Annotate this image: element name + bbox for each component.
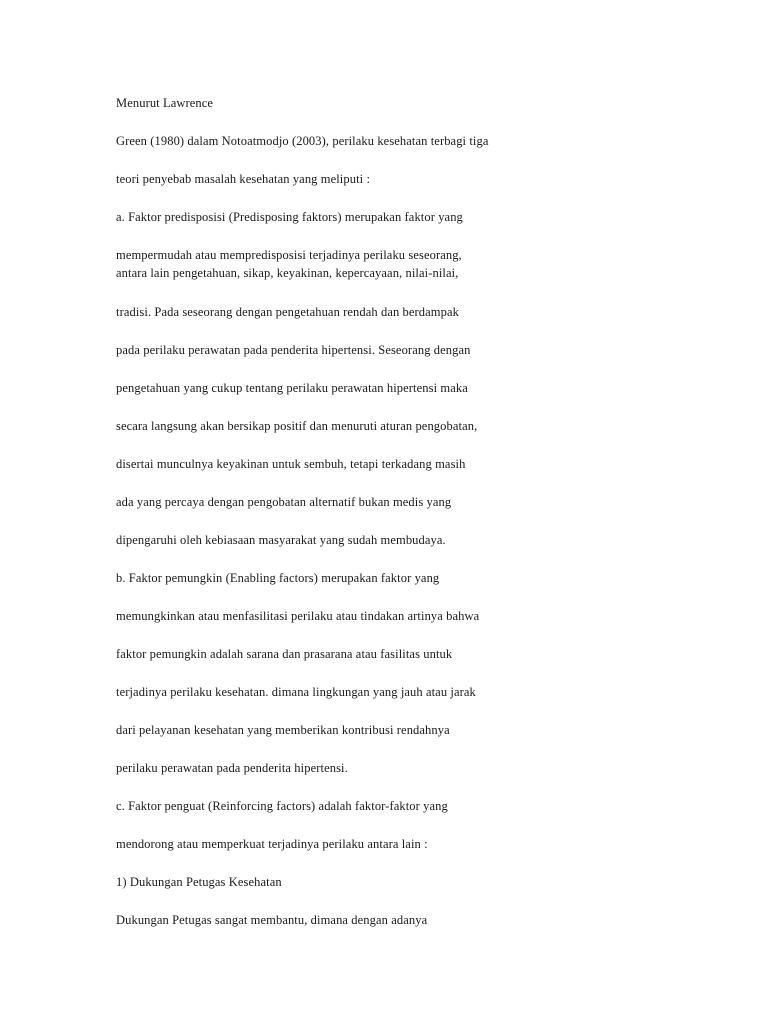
text-line: tradisi. Pada seseorang dengan pengetahuan rendah dan berdampak [116, 305, 459, 319]
text-line: mempermudah atau mempredisposisi terjadinya perilaku seseorang, [116, 248, 462, 262]
text-line: antara lain pengetahuan, sikap, keyakinan, kepercayaan, nilai-nilai, [116, 266, 459, 280]
text-line: Menurut Lawrence [116, 96, 214, 110]
text-line: pengetahuan yang cukup tentang perilaku perawatan hipertensi maka [116, 381, 468, 395]
text-line: b. Faktor pemungkin (Enabling factors) merupakan faktor yang [116, 571, 440, 585]
text-line: Green (1980) dalam Notoatmodjo (2003), perilaku kesehatan terbagi tiga [116, 134, 489, 148]
text-line: pada perilaku perawatan pada penderita hipertensi. Seseorang dengan [116, 343, 471, 357]
text-line: mendorong atau memperkuat terjadinya perilaku antara lain : [116, 837, 428, 851]
text-line: dari pelayanan kesehatan yang memberikan kontribusi rendahnya [116, 723, 450, 737]
text-line: faktor pemungkin adalah sarana dan prasarana atau fasilitas untuk [116, 647, 453, 661]
text-line: ada yang percaya dengan pengobatan alternatif bukan medis yang [116, 495, 452, 509]
text-line: disertai munculnya keyakinan untuk sembuh, tetapi terkadang masih [116, 457, 466, 471]
text-line: 1) Dukungan Petugas Kesehatan [116, 875, 282, 889]
text-line: memungkinkan atau menfasilitasi perilaku atau tindakan artinya bahwa [116, 609, 480, 623]
text-line: dipengaruhi oleh kebiasaan masyarakat yang sudah membudaya. [116, 533, 446, 547]
text-line: terjadinya perilaku kesehatan. dimana lingkungan yang jauh atau jarak [116, 685, 476, 699]
text-line: c. Faktor penguat (Reinforcing factors) adalah faktor-faktor yang [116, 799, 448, 813]
text-line: perilaku perawatan pada penderita hipertensi. [116, 761, 348, 775]
text-line: a. Faktor predisposisi (Predisposing faktors) merupakan faktor yang [116, 210, 463, 224]
text-line: Dukungan Petugas sangat membantu, dimana dengan adanya [116, 913, 428, 927]
text-line: secara langsung akan bersikap positif dan menuruti aturan pengobatan, [116, 419, 478, 433]
text-line: teori penyebab masalah kesehatan yang meliputi : [116, 172, 371, 186]
